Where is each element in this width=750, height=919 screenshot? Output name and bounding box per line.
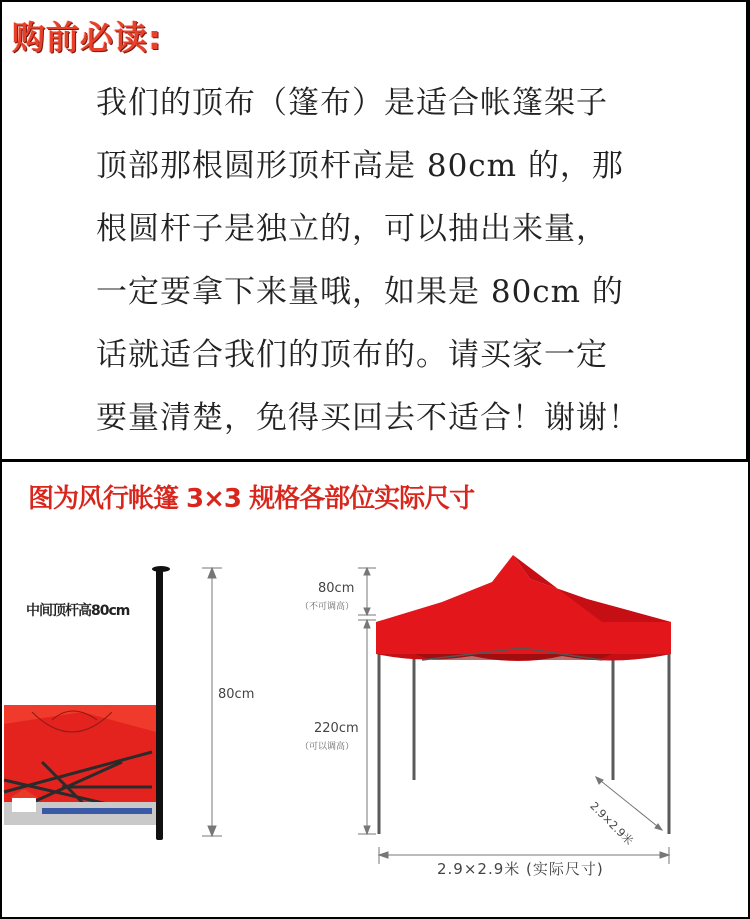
notice-line: 一定要拿下来量哦，如果是 80cm 的: [96, 274, 624, 310]
notice-panel: [2, 2, 746, 459]
leg-height-note: （可以调高）: [300, 742, 355, 752]
specs-title: 图为风行帐篷 3×3 规格各部位实际尺寸: [28, 484, 475, 514]
top-height-note: （不可调高）: [300, 602, 355, 612]
notice-line: 顶部那根圆形顶杆高是 80cm 的，那: [96, 148, 624, 184]
specs-panel: [2, 462, 748, 917]
leg-height-label: 220cm: [314, 721, 359, 736]
tent-illustration: [376, 555, 671, 834]
side-size-label: 2.9×2.9米: [587, 799, 636, 848]
pole-label: 中间顶杆高80cm: [26, 603, 130, 619]
notice-title: 购前必读:: [12, 18, 163, 57]
width-label: 2.9×2.9米 (实际尺寸): [434, 858, 607, 879]
notice-line: 根圆杆子是独立的，可以抽出来量，: [96, 211, 608, 247]
leg-dimension-line: [358, 620, 376, 834]
pole-dimension-line: [202, 568, 222, 836]
pole-height-label: 80cm: [218, 687, 255, 702]
notice-text: [96, 78, 640, 456]
notice-line: 我们的顶布（篷布）是适合帐篷架子: [96, 85, 608, 121]
top-dimension-line: [358, 568, 376, 615]
top-height-label: 80cm: [318, 581, 355, 596]
tent-diagram: [2, 462, 748, 917]
notice-line: 话就适合我们的顶布的。请买家一定: [96, 337, 608, 373]
notice-line: 要量清楚，免得买回去不适合！谢谢！: [96, 400, 640, 436]
canopy-photo: [4, 705, 156, 825]
